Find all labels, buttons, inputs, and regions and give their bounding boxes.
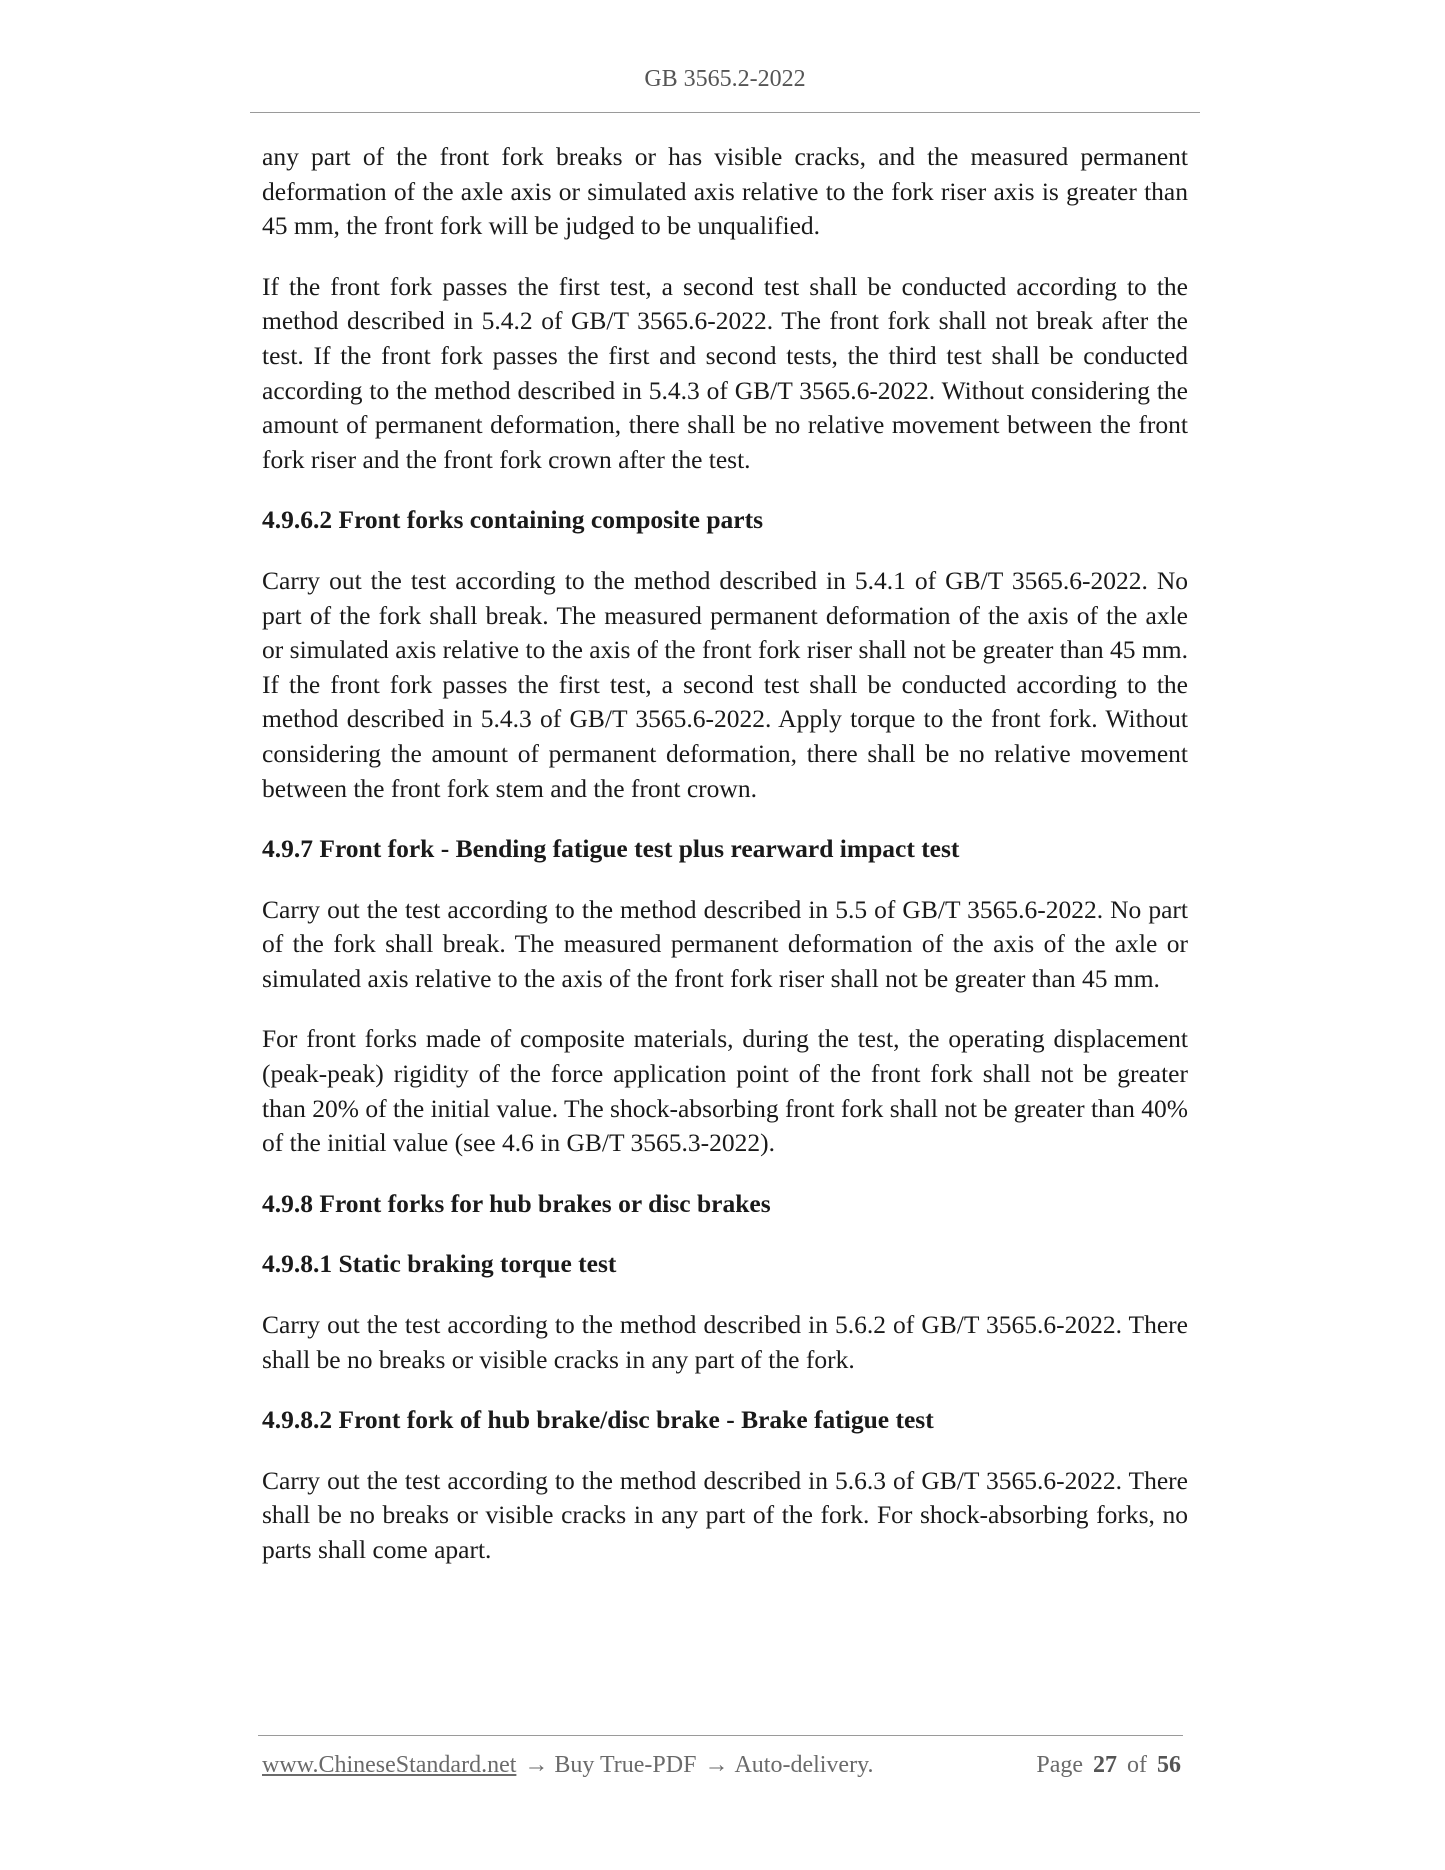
website-link[interactable]: www.ChineseStandard.net <box>262 1752 517 1778</box>
footer-promo <box>262 1752 874 1779</box>
document-body <box>262 140 1188 1594</box>
paragraph-composite-rigidity: For front forks made of composite materials, during the test, the operating displacement (peak-peak) rigidity of the force application point of the front fork shall not be greater than 20% of the initial value. The shock-absorbing front fork shall not be greater than 40% of the initial value (see 4.6 in GB/T 3565.3-2022). <box>262 1024 1188 1158</box>
paragraph-second-test: If the front fork passes the first test, a second test shall be conducted according to the method described in 5.4.2 of GB/T 3565.6-2022. The front fork shall not break after the test. If the front fork passes the first and second tests, the third test shall be conducted according to the method described in 5.4.3 of GB/T 3565.6-2022. Without considering the amount of permanent deformation, there shall be no relative movement between the front fork riser and the front fork crown after the test. <box>262 271 1188 474</box>
page-label: Page <box>1036 1752 1083 1778</box>
section-heading-4-9-8-1: 4.9.8.1 Static braking torque test <box>262 1249 617 1279</box>
current-page-number: 27 <box>1093 1752 1117 1778</box>
section-heading-4-9-8-2: 4.9.8.2 Front fork of hub brake/disc brake - Brake fatigue test <box>262 1405 934 1435</box>
footer-divider <box>258 1735 1183 1736</box>
page-indicator <box>1036 1752 1183 1779</box>
header-divider <box>250 112 1200 113</box>
total-pages: 56 <box>1157 1752 1181 1778</box>
auto-delivery-text: Auto-delivery. <box>734 1752 874 1778</box>
paragraph-fork-break: any part of the front fork breaks or has visible cracks, and the measured permanent deformation of the axle axis or simulated axis relative to the fork riser axis is greater than 45 mm, the front fork will be judged to be unqualified. <box>262 142 1188 241</box>
arrow-right-icon: → <box>704 1752 729 1778</box>
section-heading-4-9-6-2: 4.9.6.2 Front forks containing composite parts <box>262 505 764 535</box>
paragraph-static-braking: Carry out the test according to the method described in 5.6.2 of GB/T 3565.6-2022. There shall be no breaks or visible cracks in any part of the fork. <box>262 1310 1188 1374</box>
of-label: of <box>1127 1752 1147 1778</box>
section-heading-4-9-7: 4.9.7 Front fork - Bending fatigue test plus rearward impact test <box>262 834 960 864</box>
paragraph-bending-fatigue: Carry out the test according to the method described in 5.5 of GB/T 3565.6-2022. No part of the fork shall break. The measured permanent deformation of the axis of the axle or simulated axis relative to the axis of the front fork riser shall not be greater than 45 mm. <box>262 894 1188 993</box>
buy-true-pdf-text: Buy True-PDF <box>554 1752 697 1778</box>
paragraph-composite-test: Carry out the test according to the method described in 5.4.1 of GB/T 3565.6-2022. No part of the fork shall break. The measured permanent deformation of the axis of the axle or simulated axis relative to the axis of the front fork riser shall not be greater than 45 mm. If the front fork passes the first test, a second test shall be conducted according to the method described in 5.4.3 of GB/T 3565.6-2022. Apply torque to the front fork. Without considering the amount of permanent deformation, there shall be no relative movement between the front fork stem and the front crown. <box>262 565 1188 803</box>
section-heading-4-9-8: 4.9.8 Front forks for hub brakes or disc brakes <box>262 1188 771 1218</box>
paragraph-brake-fatigue: Carry out the test according to the method described in 5.6.3 of GB/T 3565.6-2022. There shall be no breaks or visible cracks in any part of the fork. For shock-absorbing forks, no parts shall come apart. <box>262 1465 1188 1564</box>
arrow-right-icon: → <box>524 1752 549 1778</box>
page-footer <box>262 1752 1183 1779</box>
page-header: GB 3565.2-2022 <box>644 66 806 92</box>
